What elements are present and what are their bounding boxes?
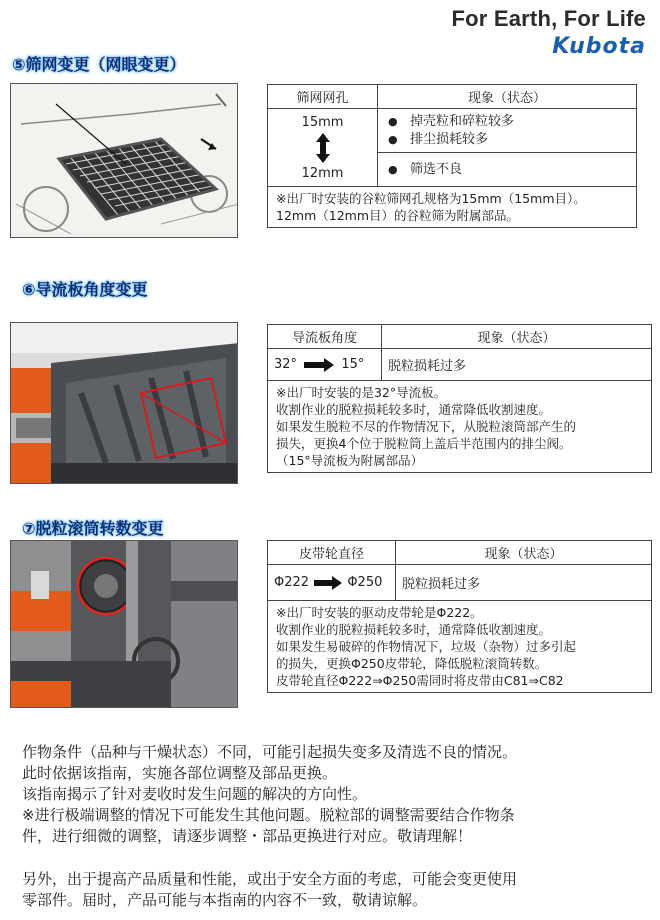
deflector-photo [10, 322, 238, 484]
phenomenon-item: ● 掉壳粒和碎粒较多 [384, 113, 630, 131]
double-arrow-icon [315, 133, 331, 163]
guide-description [22, 742, 652, 911]
description-line: 该指南揭示了针对麦收时发生问题的解决的方向性。 [22, 785, 368, 803]
note-line: ※出厂时安装的驱动皮带轮是Φ222。 [276, 605, 483, 620]
pulley-note [268, 601, 652, 693]
pulley-spec-table [267, 540, 652, 693]
description-line: 件，进行细微的调整，请逐步调整・部品更换进行对应。敬请理解！ [22, 827, 473, 845]
pulley-diameter-to: Φ250 [347, 575, 383, 590]
brand-header [452, 6, 646, 59]
pulley-col1-header: 皮带轮直径 [268, 541, 396, 565]
sieve-note [268, 187, 637, 228]
deflector-spec-table [267, 324, 652, 473]
pulley-photo [10, 540, 238, 708]
deflector-angle-change [268, 349, 382, 381]
note-line: 12mm（12mm目）的谷粒筛为附属部品。 [276, 208, 520, 223]
right-arrow-icon [304, 358, 334, 372]
description-line: 零部件。届时，产品可能与本指南的内容不一致，敬请谅解。 [22, 891, 428, 909]
note-line: ※出厂时安装的谷粒筛网孔规格为15mm（15mm目）。 [276, 191, 586, 206]
sieve-photo [10, 83, 238, 238]
sieve-phenomena-bottom [378, 153, 637, 187]
section-6-title: ⑥导流板角度变更 [22, 280, 148, 299]
note-line: 收割作业的脱粒损耗较多时，通常降低收割速度。 [276, 622, 552, 637]
sieve-spec-table [267, 84, 637, 228]
brand-slogan: For Earth, For Life [451, 6, 646, 31]
deflector-angle-from: 32° [274, 357, 298, 372]
note-line: 收割作业的脱粒损耗较多时，通常降低收割速度。 [276, 402, 552, 417]
phenomenon-item: ● 筛选不良 [384, 161, 630, 179]
deflector-col2-header: 现象（状态） [382, 325, 652, 349]
deflector-phenomenon: 脱粒损耗过多 [382, 349, 652, 381]
description-line: 作物条件（品种与干燥状态）不同，可能引起损失变多及清选不良的情况。 [22, 743, 518, 761]
deflector-col1-header: 导流板角度 [268, 325, 382, 349]
pulley-phenomenon: 脱粒损耗过多 [396, 565, 652, 601]
section-5-title: ⑤筛网变更（网眼变更） [12, 55, 186, 74]
description-line: 另外，出于提高产品质量和性能，或出于安全方面的考虑，可能会变更使用 [22, 870, 518, 888]
kubota-logo: Kubota [552, 34, 646, 59]
deflector-note [268, 381, 652, 473]
pulley-col2-header: 现象（状态） [396, 541, 652, 565]
right-arrow-icon [314, 576, 342, 590]
note-line: 皮带轮直径Φ222⇒Φ250需同时将皮带由C81⇒C82 [276, 673, 564, 688]
note-line: 损失，更换4个位于脱粒筒上盖后半范围内的排尘阀。 [276, 436, 572, 451]
note-line: （15°导流板为附属部品） [276, 453, 424, 468]
deflector-angle-to: 15° [341, 357, 365, 372]
sieve-mesh-to: 12mm [301, 165, 344, 181]
description-line: 此时依据该指南，实施各部位调整及部品更换。 [22, 764, 338, 782]
section-7-title: ⑦脱粒滚筒转数变更 [22, 519, 164, 538]
phenomenon-item: ● 排尘损耗较多 [384, 131, 630, 149]
note-line: 如果发生易破碎的作物情况下，垃圾（杂物）过多引起 [276, 639, 577, 654]
note-line: ※出厂时安装的是32°导流板。 [276, 385, 447, 400]
note-line: 如果发生脱粒不尽的作物情况下，从脱粒滚筒部产生的 [276, 419, 577, 434]
description-line: ※进行极端调整的情况下可能发生其他问题。脱粒部的调整需要结合作物条 [22, 806, 515, 824]
note-line: 的损失，更换Φ250皮带轮，降低脱粒滚筒转数。 [276, 656, 548, 671]
sieve-col1-header: 筛网网孔 [268, 85, 378, 109]
sieve-mesh-from: 15mm [301, 114, 344, 130]
sieve-col2-header: 现象（状态） [378, 85, 637, 109]
pulley-diameter-change [268, 565, 396, 601]
sieve-mesh-change [268, 109, 378, 187]
sieve-phenomena-top [378, 109, 637, 153]
pulley-diameter-from: Φ222 [274, 575, 310, 590]
